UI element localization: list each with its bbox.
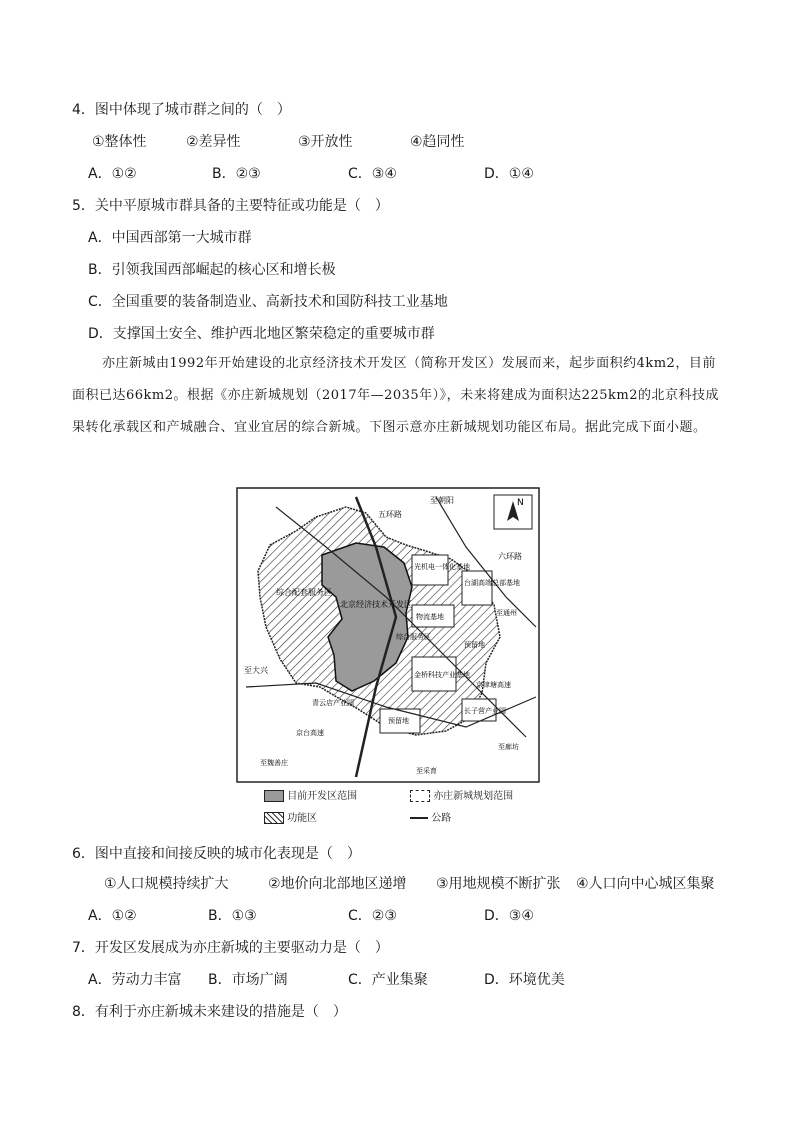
legend-road-label: 公路 xyxy=(431,813,452,824)
q6-option-b[interactable]: B．①③ xyxy=(208,908,257,924)
legend-functional-label: 功能区 xyxy=(287,813,318,824)
label-bda: 北京经济技术开发区 xyxy=(340,600,412,609)
q6-item-3: ③用地规模不断扩张 xyxy=(436,876,561,892)
label-jingtai: 京台高速 xyxy=(296,729,324,737)
map-figure xyxy=(236,487,540,783)
q5-option-c[interactable]: C．全国重要的装备制造业、高新技术和国防科技工业基地 xyxy=(88,294,448,310)
q5-option-b[interactable]: B．引领我国西部崛起的核心区和增长极 xyxy=(88,262,336,278)
q5-option-d[interactable]: D．支撑国土安全、维护西北地区繁荣稳定的重要城市群 xyxy=(88,326,435,342)
q4-option-d[interactable]: D．①④ xyxy=(484,166,534,182)
question-6-stem: 6．图中直接和间接反映的城市化表现是（ ） xyxy=(72,846,361,862)
question-4-stem: 4．图中体现了城市群之间的（ ） xyxy=(72,102,291,118)
legend-functional-swatch xyxy=(264,812,284,824)
q4-item-4: ④趋同性 xyxy=(410,134,465,150)
legend-planned-swatch xyxy=(410,790,430,802)
label-to-chaoyang: 至朝阳 xyxy=(430,496,454,505)
north-label: N xyxy=(517,498,524,508)
q4-option-b[interactable]: B．②③ xyxy=(212,166,261,182)
q7-option-b[interactable]: B．市场广阔 xyxy=(208,972,288,988)
label-sixth-ring: 六环路 xyxy=(498,552,522,561)
tonghu-zone xyxy=(462,571,492,605)
q6-option-a[interactable]: A．①② xyxy=(88,908,137,924)
label-optoelectronic: 光机电一体化基地 xyxy=(414,563,470,571)
q6-item-4: ④人口向中心城区集聚 xyxy=(576,876,715,892)
label-changzi: 长子营产业园 xyxy=(464,707,506,715)
legend-current xyxy=(264,790,357,804)
q4-item-3: ③开放性 xyxy=(298,134,353,150)
label-tonghu: 台湖高端总部基地 xyxy=(464,579,520,587)
yizhuang-map xyxy=(236,487,540,783)
q6-option-d[interactable]: D．③④ xyxy=(484,908,534,924)
legend-current-swatch xyxy=(264,790,284,802)
legend-planned-label: 亦庄新城规划范围 xyxy=(433,791,514,802)
legend-current-label: 目前开发区范围 xyxy=(287,791,358,802)
q6-option-c[interactable]: C．②③ xyxy=(348,908,397,924)
label-fifth-ring: 五环路 xyxy=(378,510,402,519)
label-jingjin: 京津塘高速 xyxy=(476,681,511,689)
label-to-yizhuang: 至魏善庄 xyxy=(260,759,288,767)
legend-planned xyxy=(410,790,513,804)
label-to-tongzhou: 至通州 xyxy=(496,609,517,617)
reading-passage: 亦庄新城由1992年开始建设的北京经济技术开发区（简称开发区）发展而来，起步面积约4km2，目前面积已达66km2。根据《亦庄新城规划（2017年—2035年）》，未来将建成为面积达225km2的北京科技成果转化承载区和产城融合、宜业宜居的综合新城。下图示意亦庄新城规划功能区布局。据此完成下面小题。 xyxy=(72,356,719,435)
label-finance: 金桥科技产业基地 xyxy=(414,671,470,679)
q7-option-a[interactable]: A．劳动力丰富 xyxy=(88,972,182,988)
q7-option-c[interactable]: C．产业集聚 xyxy=(348,972,428,988)
q6-item-1: ①人口规模持续扩大 xyxy=(104,876,229,892)
label-comprehensive: 综合配套服务区 xyxy=(276,588,332,597)
q4-item-1: ①整体性 xyxy=(92,134,147,150)
label-qingyun: 青云店产业园 xyxy=(312,699,354,707)
label-reserve2: 预留地 xyxy=(388,717,409,725)
label-to-xiangu: 至廊坊 xyxy=(498,743,519,751)
q6-item-2: ②地价向北部地区递增 xyxy=(268,876,407,892)
label-to-caiyu: 至采育 xyxy=(416,767,437,775)
legend-road-swatch xyxy=(410,817,428,819)
question-7-stem: 7．开发区发展成为亦庄新城的主要驱动力是（ ） xyxy=(72,940,389,956)
question-8-stem: 8．有利于亦庄新城未来建设的措施是（ ） xyxy=(72,1004,347,1020)
q4-item-2: ②差异性 xyxy=(186,134,241,150)
legend-road xyxy=(410,812,451,826)
legend-functional xyxy=(264,812,317,826)
label-reserve1: 预留地 xyxy=(464,641,485,649)
q7-option-d[interactable]: D．环境优美 xyxy=(484,972,565,988)
q4-option-a[interactable]: A．①② xyxy=(88,166,137,182)
q4-option-c[interactable]: C．③④ xyxy=(348,166,397,182)
label-logistics: 物流基地 xyxy=(416,613,444,621)
label-to-daxing: 至大兴 xyxy=(244,666,268,675)
q5-option-a[interactable]: A．中国西部第一大城市群 xyxy=(88,230,252,246)
label-service: 综合服务区 xyxy=(396,633,431,641)
question-5-stem: 5．关中平原城市群具备的主要特征或功能是（ ） xyxy=(72,198,389,214)
